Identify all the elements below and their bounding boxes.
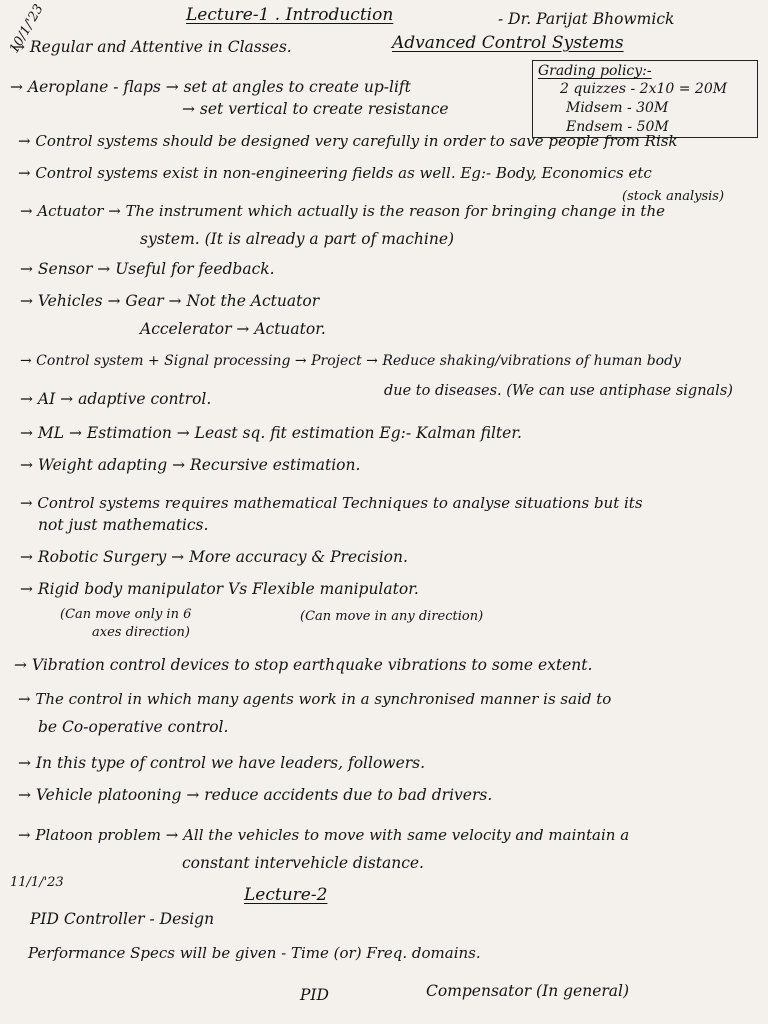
- note-line: (stock analysis): [622, 189, 725, 204]
- grading-row: Endsem - 50M: [566, 119, 669, 135]
- grading-policy-title: Grading policy:-: [538, 63, 652, 79]
- note-line: → Vehicle platooning → reduce accidents due to bad drivers.: [18, 786, 493, 804]
- note-line: (Can move only in 6: [60, 607, 192, 622]
- pid-line: PID: [300, 986, 329, 1004]
- note-line: → ML → Estimation → Least sq. fit estimation Eg:- Kalman filter.: [20, 424, 522, 442]
- note-line: constant intervehicle distance.: [182, 854, 424, 872]
- note-line: → Aeroplane - flaps → set at angles to create up-lift: [10, 78, 411, 96]
- note-line: not just mathematics.: [38, 516, 209, 534]
- note-line: → Control system + Signal processing → Project → Reduce shaking/vibrations of human body: [20, 353, 681, 369]
- note-line: axes direction): [92, 625, 190, 640]
- note-line: due to diseases. (We can use antiphase signals): [384, 383, 733, 399]
- note-line: → Rigid body manipulator Vs Flexible manipulator.: [20, 580, 419, 598]
- pid-line: Compensator (In general): [426, 982, 630, 1000]
- note-line: → Regular and Attentive in Classes.: [12, 38, 292, 56]
- note-line: → Weight adapting → Recursive estimation.: [20, 456, 361, 474]
- note-line: system. (It is already a part of machine): [140, 230, 455, 248]
- note-line: → In this type of control we have leaders, followers.: [18, 754, 426, 772]
- note-line: → Vehicles → Gear → Not the Actuator: [20, 292, 320, 310]
- note-line: → The control in which many agents work in a synchronised manner is said to: [18, 690, 612, 708]
- note-line: → Robotic Surgery → More accuracy & Precision.: [20, 548, 408, 566]
- note-line: → Actuator → The instrument which actually is the reason for bringing change in the: [20, 202, 665, 220]
- note-line: → Control systems requires mathematical Techniques to analyse situations but its: [20, 494, 643, 512]
- grading-row: 2 quizzes - 2x10 = 20M: [560, 81, 728, 97]
- note-line: be Co-operative control.: [38, 718, 229, 736]
- note-line: → Sensor → Useful for feedback.: [20, 260, 275, 278]
- course-title: Advanced Control Systems: [392, 33, 624, 53]
- lecture-1-title: Lecture-1 . Introduction: [186, 5, 394, 25]
- note-line: (Can move in any direction): [300, 609, 484, 624]
- note-line: → Vibration control devices to stop earthquake vibrations to some extent.: [14, 656, 593, 674]
- author-name: - Dr. Parijat Bhowmick: [498, 10, 675, 28]
- pid-line: PID Controller - Design: [30, 910, 215, 928]
- date-lecture-1: 10/1/'23: [6, 1, 47, 56]
- note-line: → Platoon problem → All the vehicles to move with same velocity and maintain a: [18, 826, 630, 844]
- grading-row: Midsem - 30M: [566, 100, 669, 116]
- note-line: → set vertical to create resistance: [182, 100, 449, 118]
- note-line: Accelerator → Actuator.: [140, 320, 326, 338]
- note-line: → Control systems should be designed very carefully in order to save people from Risk: [18, 132, 678, 150]
- note-line: → AI → adaptive control.: [20, 390, 212, 408]
- date-lecture-2: 11/1/'23: [10, 875, 64, 890]
- lecture-2-title: Lecture-2: [244, 885, 328, 905]
- note-line: → Control systems exist in non-engineering fields as well. Eg:- Body, Economics etc: [18, 164, 652, 182]
- pid-line: Performance Specs will be given - Time (or) Freq. domains.: [28, 944, 481, 962]
